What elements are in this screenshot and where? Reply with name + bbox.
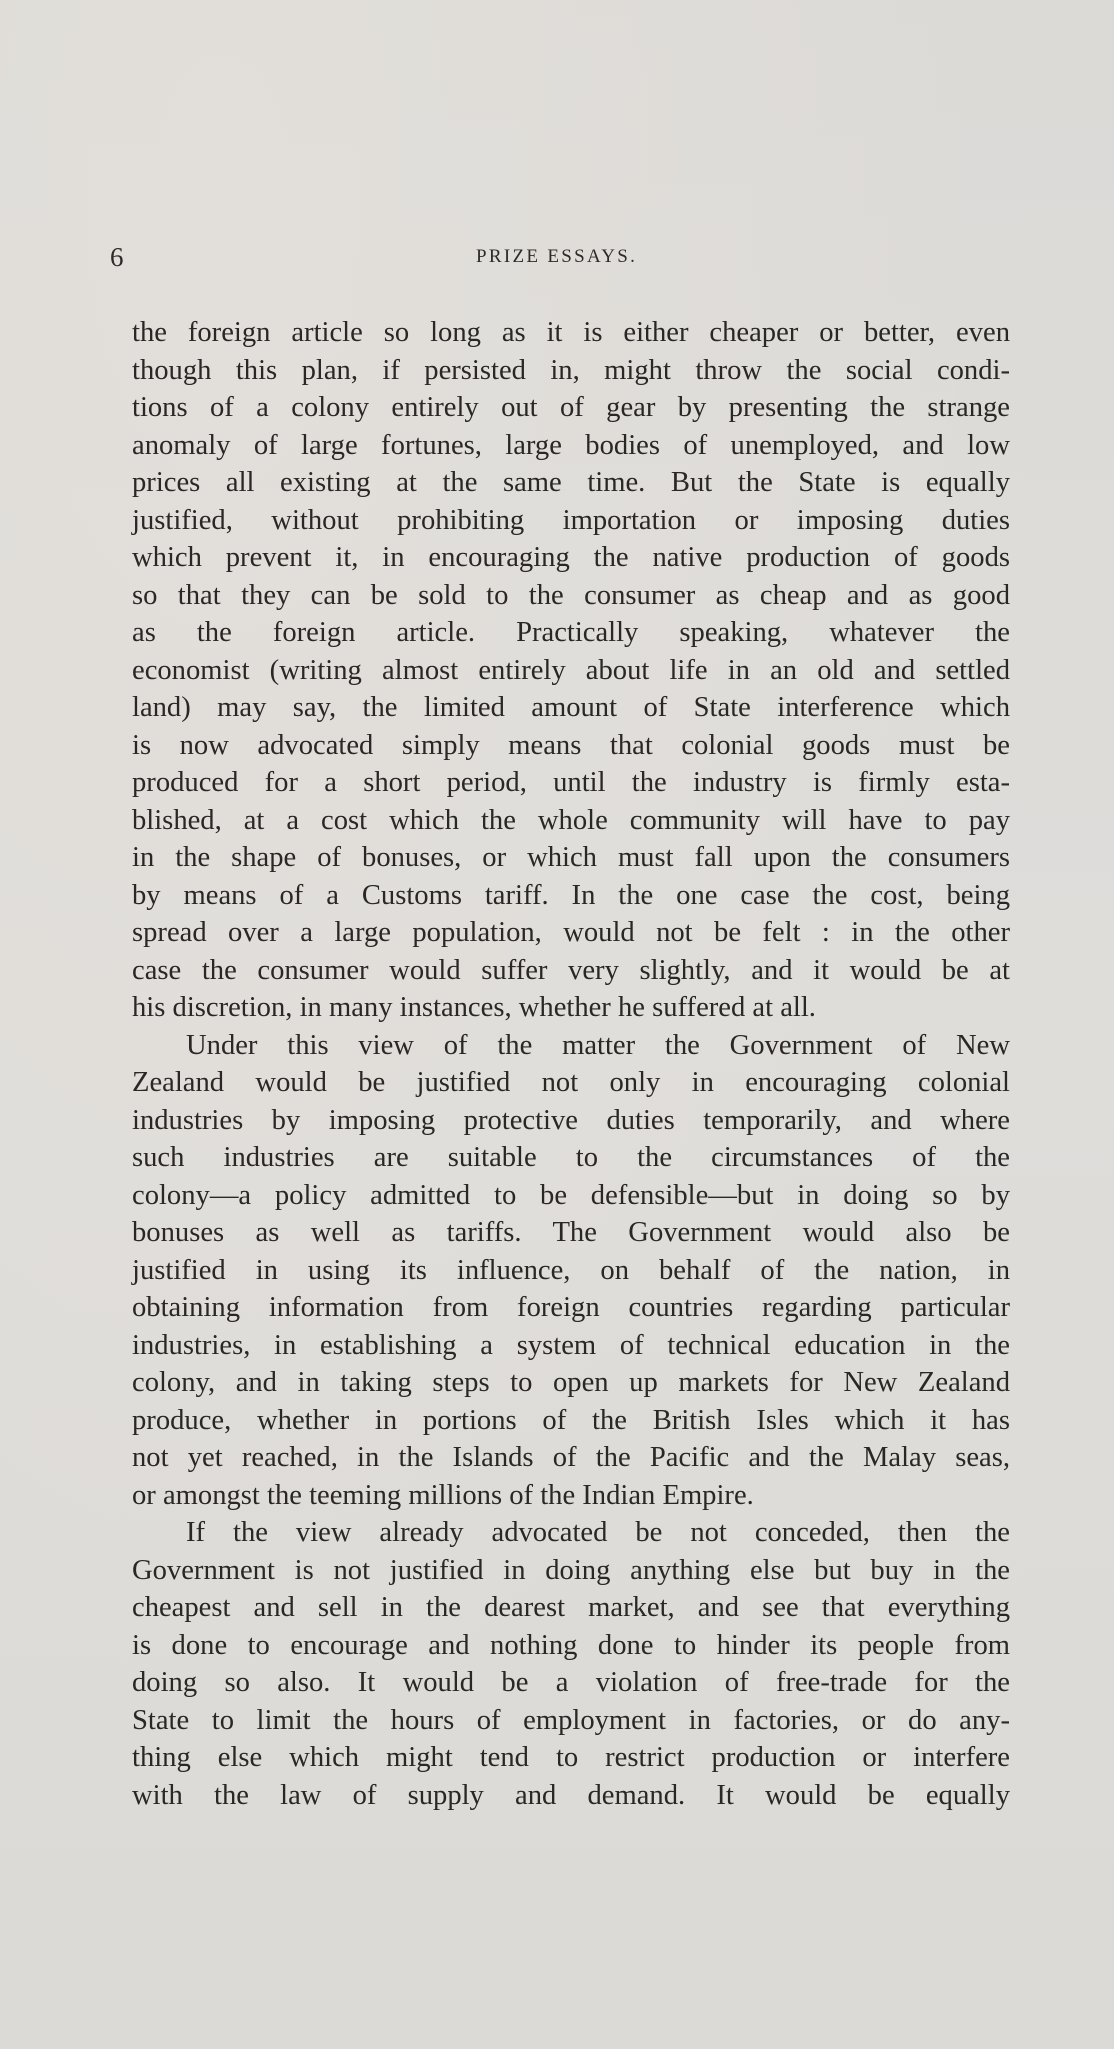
body-text [132,314,1010,1814]
text-line: case the consumer would suffer very slightly, and it would be at [132,954,1010,986]
running-title: PRIZE ESSAYS. [476,246,638,267]
text-line: as the foreign article. Practically speaking, whatever the [132,617,1010,648]
text-line: justified in using its influence, on behalf of the nation, in [132,1254,1010,1286]
text-line: though this plan, if persisted in, might throw the social condi- [132,354,1010,386]
text-line: colony—a policy admitted to be defensible—but in doing so by [132,1179,1010,1211]
text-line: tions of a colony entirely out of gear by presenting the strange [132,392,1010,423]
text-line: industries, in establishing a system of technical education in the [132,1329,1010,1361]
text-line: cheapest and sell in the dearest market, and see that everything [132,1592,1010,1623]
text-line: economist (writing almost entirely about life in an old and settled [132,654,1010,686]
text-line: with the law of supply and demand. It would be equally [132,1779,1010,1811]
text-line: obtaining information from foreign countries regarding particular [132,1292,1010,1323]
paragraph-3 [132,1514,1010,1814]
text-line: justified, without prohibiting importation or imposing duties [132,504,1010,536]
text-line: State to limit the hours of employment in factories, or do any- [132,1704,1010,1736]
text-line: thing else which might tend to restrict production or interfere [132,1742,1010,1773]
page-number: 6 [110,242,124,272]
text-line: not yet reached, in the Islands of the Pacific and the Malay seas, [132,1442,1010,1473]
text-line: in the shape of bonuses, or which must fall upon the consumers [132,842,1010,873]
text-line: produced for a short period, until the industry is firmly esta- [132,767,1010,798]
text-line: bonuses as well as tariffs. The Government would also be [132,1217,1010,1248]
text-line: which prevent it, in encouraging the native production of goods [132,542,1010,573]
text-line: his discretion, in many instances, whether he suffered at all. [132,992,816,1023]
text-line: Under this view of the matter the Government of New [186,1029,1010,1061]
text-line: anomaly of large fortunes, large bodies of unemployed, and low [132,429,1010,461]
text-line: is now advocated simply means that colonial goods must be [132,729,1010,761]
text-line: or amongst the teeming millions of the Indian Empire. [132,1479,754,1511]
paragraph-2 [132,1027,1010,1515]
text-line: prices all existing at the same time. But the State is equally [132,467,1010,498]
text-line: such industries are suitable to the circumstances of the [132,1142,1010,1173]
paragraph-1 [132,314,1010,1027]
text-line: the foreign article so long as it is either cheaper or better, even [132,317,1010,348]
text-line: so that they can be sold to the consumer as cheap and as good [132,579,1010,611]
text-line: produce, whether in portions of the British Isles which it has [132,1404,1010,1436]
text-line: spread over a large population, would not be felt : in the other [132,917,1010,948]
text-line: by means of a Customs tariff. In the one case the cost, being [132,879,1010,911]
text-line: land) may say, the limited amount of State interference which [132,692,1010,723]
text-line: Government is not justified in doing anything else but buy in the [132,1554,1010,1586]
text-line: blished, at a cost which the whole community will have to pay [132,804,1010,836]
text-line: is done to encourage and nothing done to hinder its people from [132,1629,1010,1661]
text-line: doing so also. It would be a violation of free-trade for the [132,1667,1010,1698]
running-head [110,242,1070,272]
text-line: industries by imposing protective duties temporarily, and where [132,1104,1010,1136]
text-line: If the view already advocated be not conceded, then the [186,1517,1010,1548]
text-line: Zealand would be justified not only in encouraging colonial [132,1067,1010,1098]
text-line: colony, and in taking steps to open up markets for New Zealand [132,1367,1010,1398]
